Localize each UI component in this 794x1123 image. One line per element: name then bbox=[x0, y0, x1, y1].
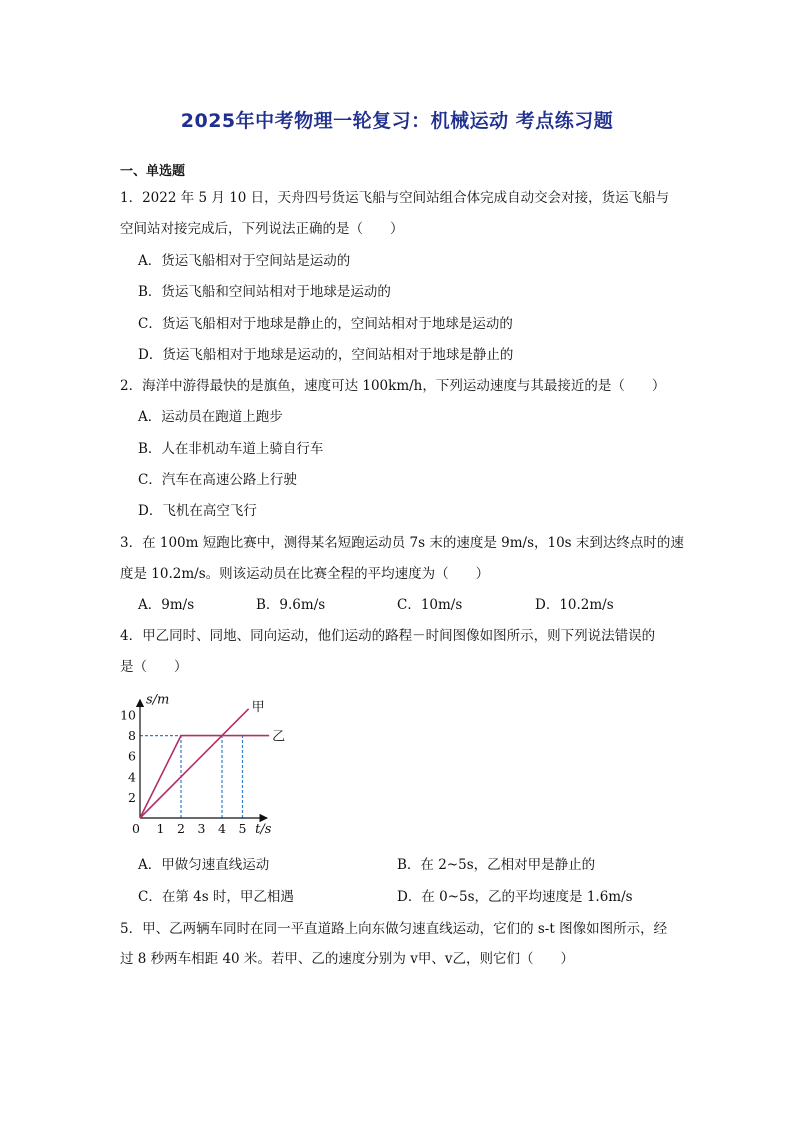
q2-option-b: B．人在非机动车道上骑自行车 bbox=[138, 441, 324, 457]
q2-option-d: D．飞机在高空飞行 bbox=[138, 503, 257, 519]
q3-option-a: A．9m/s bbox=[138, 597, 195, 613]
y-tick-label: 6 bbox=[128, 748, 136, 764]
q2-stem-line1: 2．海洋中游得最快的是旗鱼，速度可达 100km/h，下列运动速度与其最接近的是（ ） bbox=[120, 378, 666, 394]
series-label: 乙 bbox=[272, 729, 286, 745]
section-heading: 一、单选题 bbox=[120, 164, 186, 179]
q3-option-c: C．10m/s bbox=[397, 597, 463, 613]
y-tick-label: 2 bbox=[128, 789, 136, 805]
x-tick-label: 3 bbox=[197, 821, 206, 836]
q3-stem-line2: 度是 10.2m/s。则该运动员在比赛全程的平均速度为（ ） bbox=[120, 566, 490, 582]
q4-stem-line1: 4．甲乙同时、同地、同向运动，他们运动的路程－时间图像如图所示，则下列说法错误的 bbox=[120, 628, 656, 644]
x-tick-label: 2 bbox=[177, 821, 185, 836]
q4-option-c: C．在第 4s 时，甲乙相遇 bbox=[138, 889, 294, 905]
q5-stem-line1: 5．甲、乙两辆车同时在同一平直道路上向东做匀速直线运动，它们的 s-t 图像如图所示，经 bbox=[120, 921, 668, 937]
q4-stem-line2: 是（ ） bbox=[120, 659, 188, 675]
series-line-0 bbox=[140, 709, 249, 818]
y-tick-label: 8 bbox=[128, 728, 136, 744]
x-tick-label: 4 bbox=[218, 821, 226, 836]
q2-option-c: C．汽车在高速公路上行驶 bbox=[138, 472, 297, 488]
x-axis-label: t/s bbox=[255, 822, 272, 836]
x-tick-label: 0 bbox=[132, 821, 140, 836]
q1-option-d: D．货运飞船相对于地球是运动的，空间站相对于地球是静止的 bbox=[138, 347, 514, 363]
q2-option-a: A．运动员在跑道上跑步 bbox=[138, 409, 283, 425]
q1-option-c: C．货运飞船相对于地球是静止的，空间站相对于地球是运动的 bbox=[138, 316, 513, 332]
x-tick-label: 5 bbox=[238, 821, 247, 836]
q4-option-d: D．在 0~5s，乙的平均速度是 1.6m/s bbox=[397, 889, 633, 905]
q1-option-b: B．货运飞船和空间站相对于地球是运动的 bbox=[138, 284, 391, 300]
q1-stem-line2: 空间站对接完成后，下列说法正确的是（ ） bbox=[120, 221, 404, 237]
q3-stem-line1: 3．在 100m 短跑比赛中，测得某名短跑运动员 7s 末的速度是 9m/s，10s 末到达终点时的速 bbox=[120, 535, 684, 551]
q1-stem-line1: 1．2022 年 5 月 10 日，天舟四号货运飞船与空间站组合体完成自动交会对接，货运飞船与 bbox=[120, 190, 670, 206]
st-graph bbox=[118, 684, 288, 836]
q1-option-a: A．货运飞船相对于空间站是运动的 bbox=[138, 253, 351, 269]
x-tick-label: 1 bbox=[156, 821, 165, 836]
q4-option-b: B．在 2~5s，乙相对甲是静止的 bbox=[397, 857, 596, 873]
y-axis-label: s/m bbox=[146, 692, 170, 708]
page-title: 2025年中考物理一轮复习：机械运动 考点练习题 bbox=[180, 110, 614, 132]
y-tick-label: 4 bbox=[128, 769, 136, 785]
q5-stem-line2: 过 8 秒两车相距 40 米。若甲、乙的速度分别为 v甲、v乙，则它们（ ） bbox=[120, 951, 574, 967]
series-line-1 bbox=[140, 736, 269, 818]
q3-option-b: B．9.6m/s bbox=[256, 597, 326, 613]
q3-option-d: D．10.2m/s bbox=[535, 597, 614, 613]
y-tick-label: 10 bbox=[120, 707, 136, 723]
series-label: 甲 bbox=[251, 699, 265, 715]
q4-option-a: A．甲做匀速直线运动 bbox=[138, 857, 270, 873]
